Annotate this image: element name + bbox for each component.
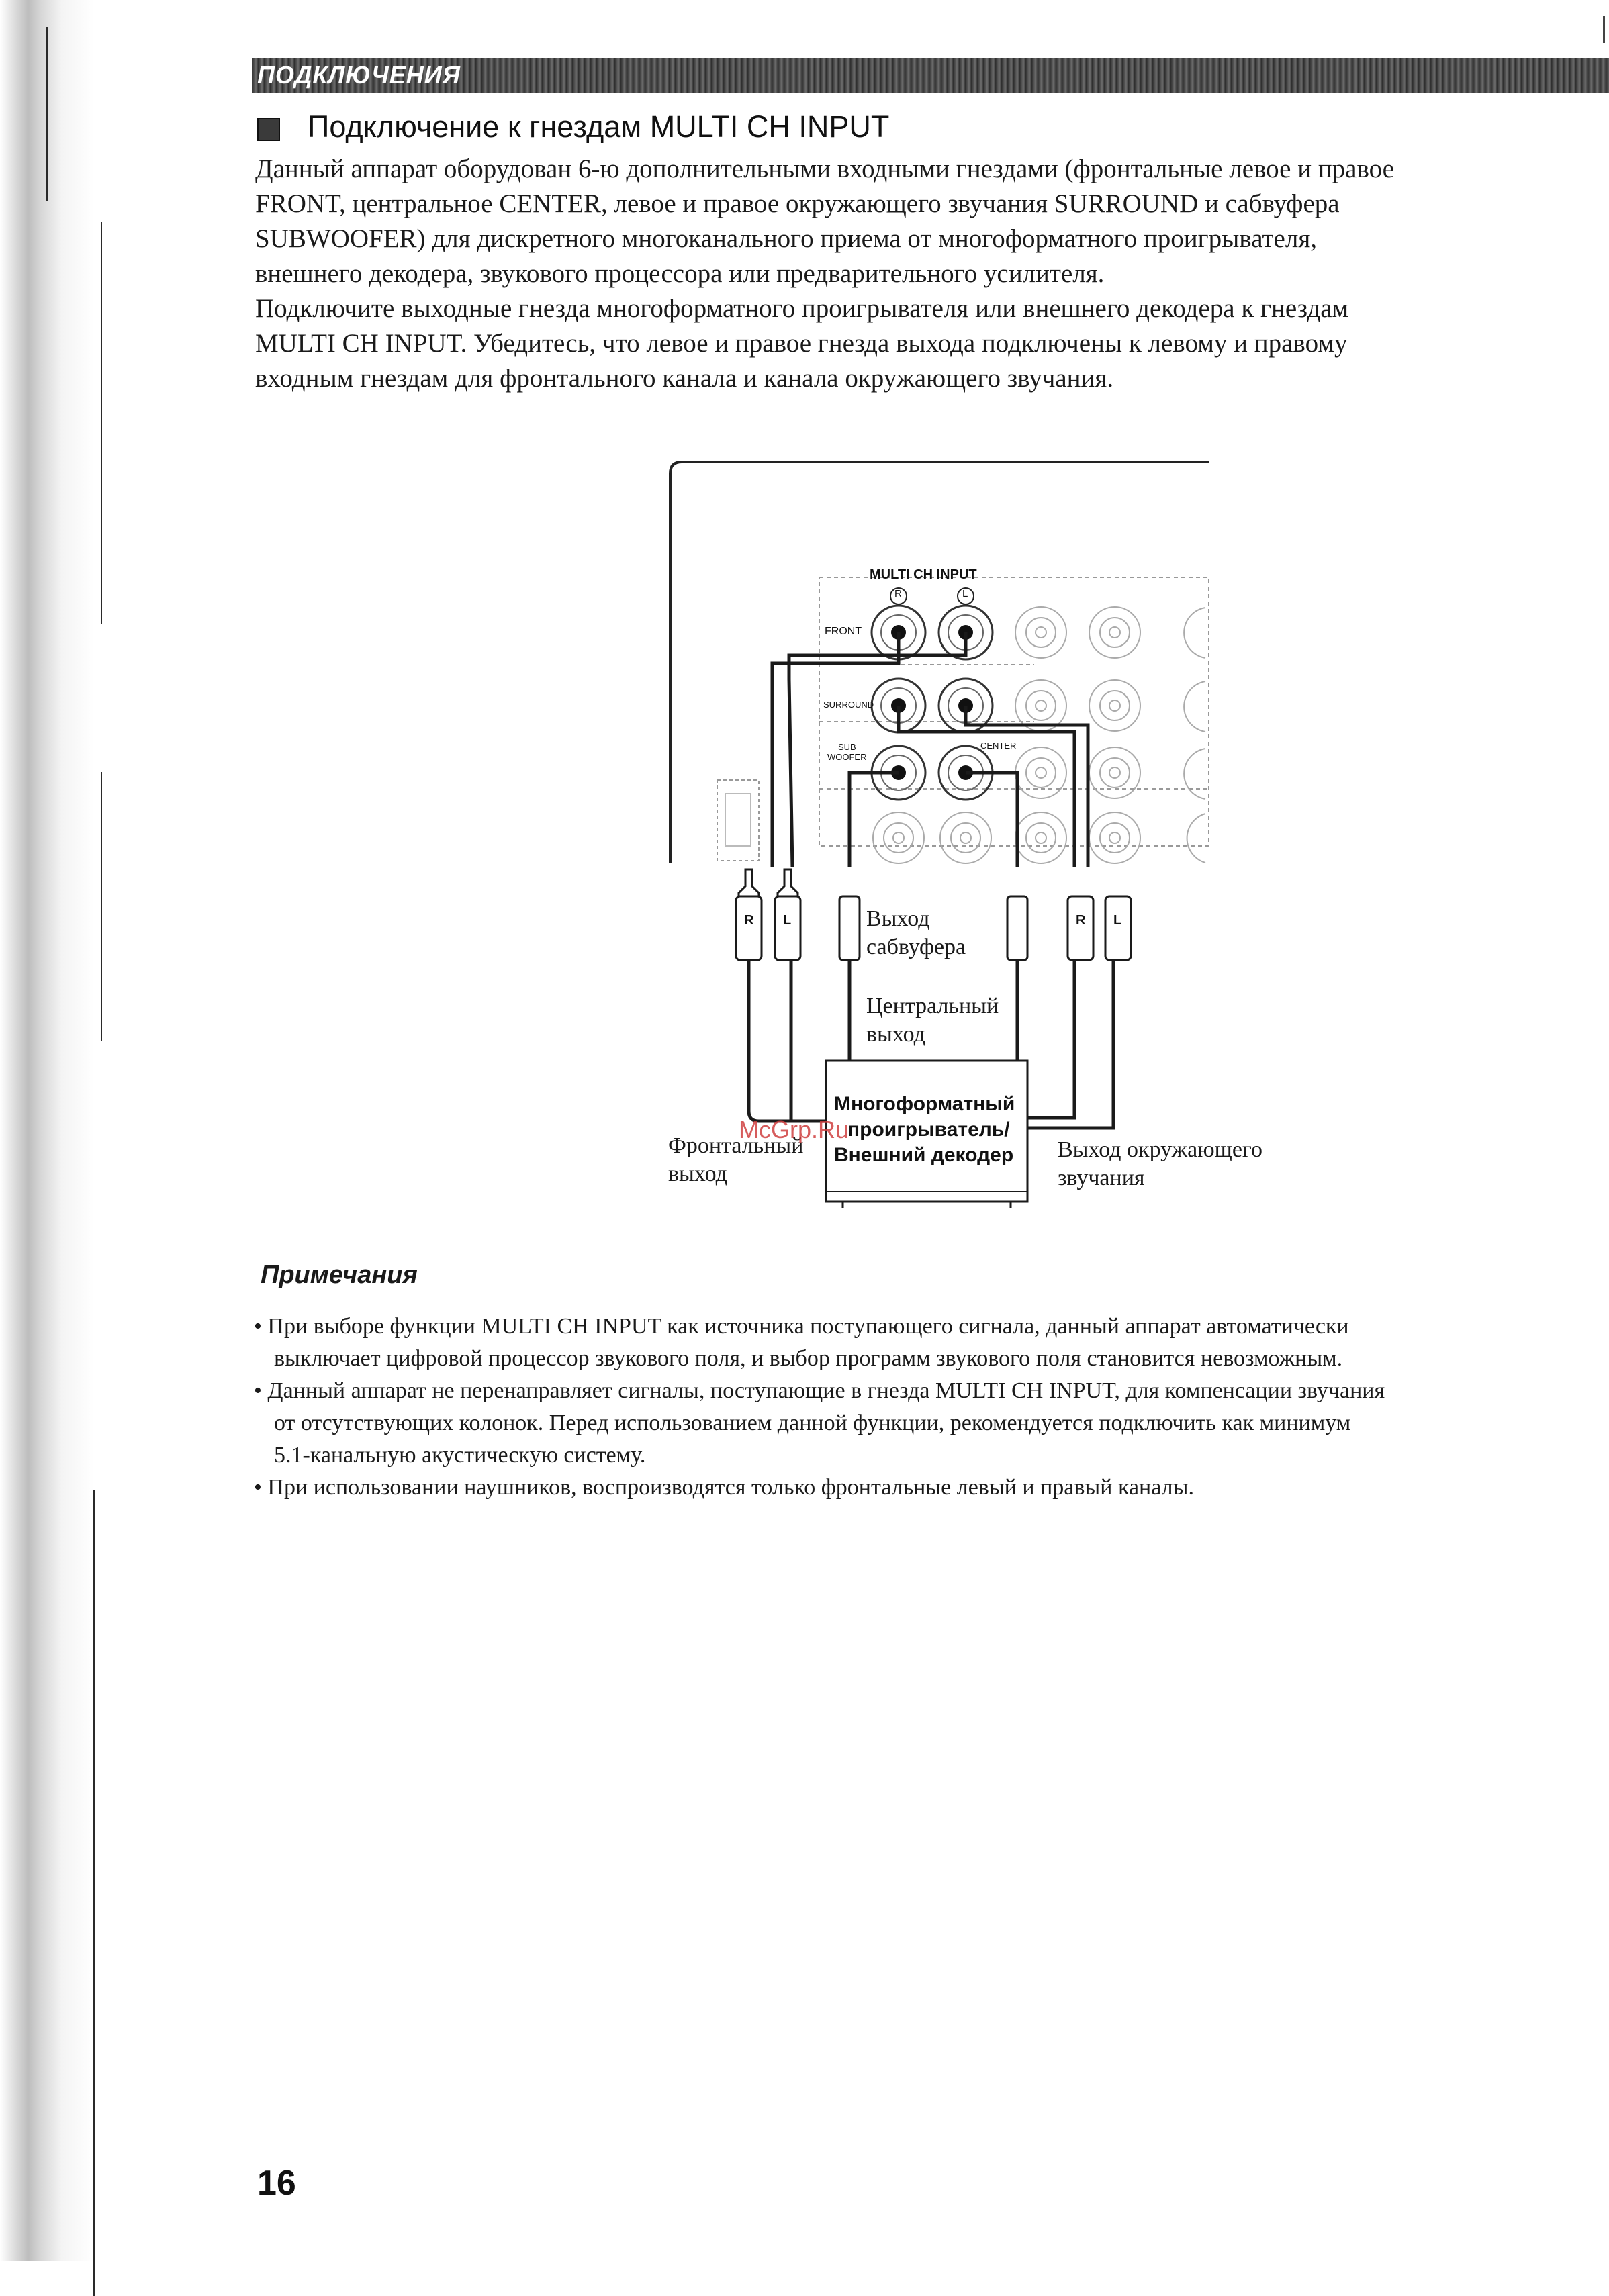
page-number: 16 [257,2164,296,2203]
binding-edge [0,0,107,2261]
front-out-label-2: выход [668,1161,727,1186]
multi-ch-input-label: MULTI CH INPUT [870,567,977,582]
section-square-icon [257,118,280,141]
sub-out-label-1: Выход [866,906,930,931]
binding-line [101,772,102,1041]
note-line: выключает цифровой процессор звукового поля, и выбор программ звукового поля становится невозможным. [274,1346,1343,1371]
center-cable [966,773,1017,867]
section-header-bar [252,58,1609,93]
watermark: McGrp.Ru [739,1116,849,1143]
paragraph-line: SUBWOOFER) для дискретного многоканального приема от многоформатного проигрывателя, [255,224,1318,253]
paragraph-line: MULTI CH INPUT. Убедитесь, что левое и правое гнезда выхода подключены к левому и правому [255,329,1348,358]
surround-out-label-2: звучания [1058,1165,1145,1190]
center-out-label-2: выход [866,1022,925,1047]
row-label-woofer: WOOFER [827,752,867,762]
row-label-front: FRONT [825,626,862,637]
binding-line [93,1490,95,2296]
note-line: от отсутствующих колонок. Перед использованием данной функции, рекомендуется подключить как минимум [274,1410,1351,1435]
paragraph-line: внешнего декодера, звукового процессора или предварительного усилителя. [255,259,1105,288]
side-connector-outline [717,780,759,861]
jack-r-marker: R [894,588,902,600]
note-line: • При использовании наушников, воспроизводятся только фронтальные левый и правый каналы. [254,1475,1194,1500]
front-plug-l: L [783,913,792,928]
surround-plug-r: R [1076,913,1086,928]
sub-out-label-2: сабвуфера [866,935,966,959]
paragraph-line: Подключите выходные гнезда многоформатного проигрывателя или внешнего декодера к гнездам [255,294,1349,323]
row-label-surround: SURROUND [823,700,874,710]
row-label-sub: SUB [838,742,856,752]
surround-out-label-1: Выход окружающего [1058,1137,1263,1162]
subwoofer-cable [849,773,899,867]
front-l-cable-guide [789,632,966,867]
note-line: • При выборе функции MULTI CH INPUT как источника поступающего сигнала, данный аппарат автоматически [254,1314,1349,1339]
edge-mark [1587,16,1605,43]
player-label-3: Внешний декодер [834,1144,1014,1166]
center-out-label-1: Центральный [866,994,999,1018]
paragraph-line: FRONT, центральное CENTER, левое и правое окружающего звучания SURROUND и сабвуфера [255,189,1340,218]
section-header-label: ПОДКЛЮЧЕНИЯ [257,61,461,89]
row-label-center: CENTER [980,740,1017,751]
player-label-1: Многоформатный [834,1093,1015,1115]
binding-line [46,27,48,201]
paragraph-line: входным гнездам для фронтального канала и канала окружающего звучания. [255,364,1114,393]
section-title: Подключение к гнездам MULTI CH INPUT [308,109,890,144]
front-plug-r: R [744,913,754,928]
paragraph-line: Данный аппарат оборудован 6-ю дополнительными входными гнездами (фронтальные левое и правое [255,154,1394,183]
player-label-2: проигрыватель/ [847,1118,1010,1141]
notes-title: Примечания [261,1261,418,1289]
front-out-label-1: Фронтальный [668,1133,804,1158]
jack-l-marker: L [962,588,968,600]
front-cable-to-player [749,960,826,1121]
jack-block-outline [819,577,1209,846]
note-line: • Данный аппарат не перенаправляет сигналы, поступающие в гнезда MULTI CH INPUT, для компенсации звучания [254,1378,1385,1403]
cables [749,632,1113,1128]
note-line: 5.1-канальную акустическую систему. [274,1443,646,1468]
side-connector-inner [725,794,751,846]
surround-plug-l: L [1113,913,1122,928]
binding-line [101,222,102,624]
connection-diagram [658,450,1222,1208]
